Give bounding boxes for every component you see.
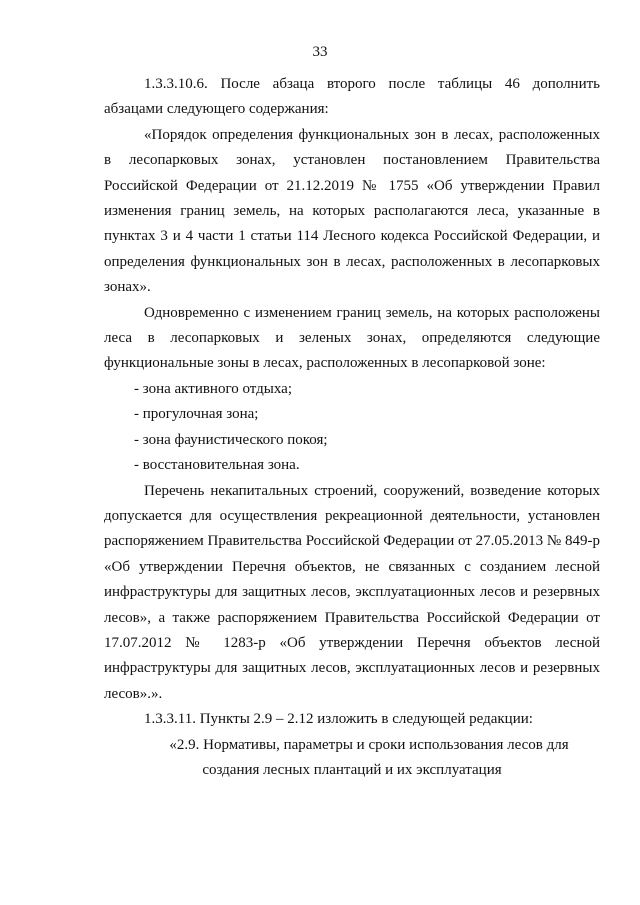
list-item: - зона активного отдыха; bbox=[134, 380, 292, 397]
list-item: - зона фаунистического покоя; bbox=[134, 431, 328, 448]
page-number: 33 bbox=[312, 44, 328, 60]
paragraph-amendment-intro: 1.3.3.10.6. После абзаца второго после таблицы 46 дополнить абзацами следующего содержания: bbox=[104, 76, 600, 118]
paragraph-zones-definition: Одновременно с изменением границ земель, на которых расположены леса в лесопарковых и зеленых зонах, определяются следующие функциональные зоны в лесах, расположенных в лесопарковой зоне: bbox=[104, 304, 600, 372]
paragraph-structures-list: Перечень некапитальных строений, сооружений, возведение которых допускается для осуществления рекреационной деятельности, установлен распоряжением Правительства Российской Федерации от 27.05.2013 № 849-р «Об утверждении Перечня объектов, не связанных с созданием лесной инфраструктуры для защитных лесов, эксплуатационных лесов и резервных лесов», а также распоряжением Правительства Российской Федерации от 17.07.2012 № 1283-р «Об утверждении Перечня объектов лесной инфраструктуры для защитных лесов, эксплуатационных лесов и резервных лесов».». bbox=[104, 482, 600, 702]
zones-list bbox=[104, 377, 600, 479]
document-body bbox=[104, 72, 600, 783]
section-heading-line-1: «2.9. Нормативы, параметры и сроки использования лесов для bbox=[169, 736, 569, 753]
list-item: - прогулочная зона; bbox=[134, 406, 259, 423]
list-item: - восстановительная зона. bbox=[134, 457, 300, 474]
section-heading-line-2: создания лесных плантаций и их эксплуатация bbox=[202, 761, 502, 778]
paragraph-functional-zones-order: «Порядок определения функциональных зон в лесах, расположенных в лесопарковых зонах, установлен постановлением Правительства Российской Федерации от 21.12.2019 № 1755 «Об утверждении Правил изменения границ земель, на которых располагаются леса, указанные в пунктах 3 и 4 части 1 статьи 114 Лесного кодекса Российской Федерации, и определения функциональных зон в лесах, расположенных в лесопарковых зонах». bbox=[104, 126, 600, 296]
paragraph-points-amendment: 1.3.3.11. Пункты 2.9 – 2.12 изложить в следующей редакции: bbox=[144, 711, 533, 728]
